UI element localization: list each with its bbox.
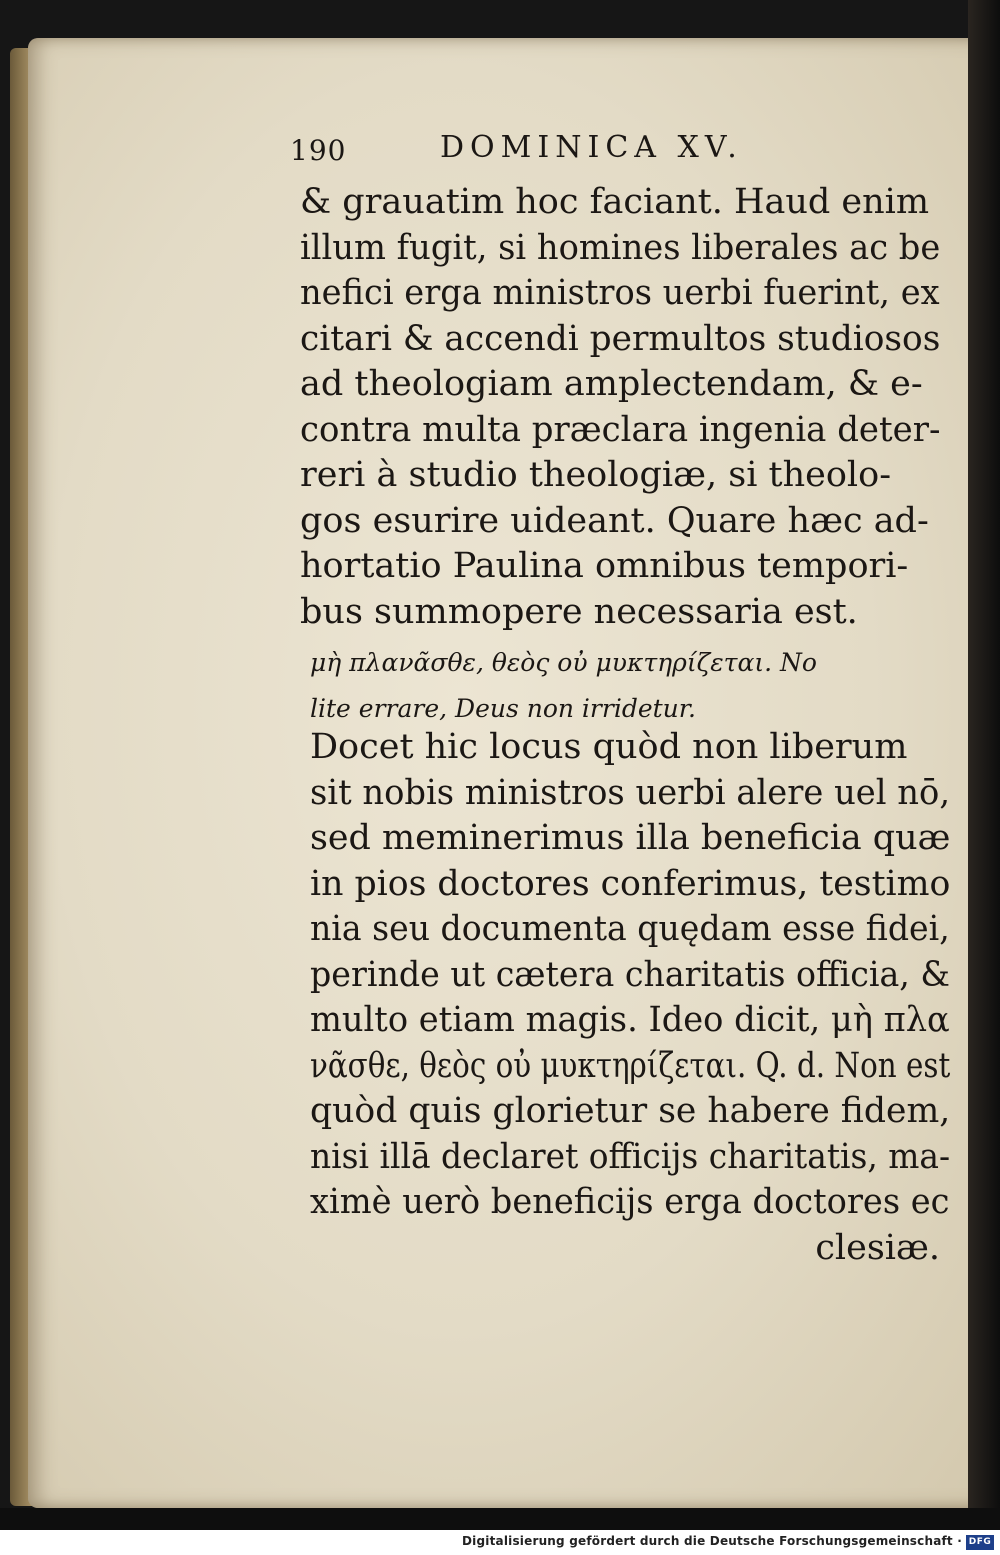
footer-bar [0,1530,1000,1555]
paragraph-2 [310,725,950,1271]
text-line: reri à studio theologiæ, si theolo- [300,455,892,495]
text-line: citari & accendi permultos studiosos [300,318,941,359]
text-line: perinde ut cætera charitatis officia, & [310,954,950,995]
text-line: quòd quis glorietur se habere fidem, [310,1091,951,1131]
text-line: ximè uerò beneficijs erga doctores ec [310,1182,950,1222]
running-title: DOMINICA XV. [440,130,743,165]
page-number: 190 [290,134,347,167]
quote-line: μὴ πλανᾶσθε, θεὸς οὐ μυκτηρίζεται. No [310,648,817,677]
text-line: nefici erga ministros uerbi fuerint, ex [300,273,940,313]
scan-border [0,1508,1000,1530]
text-line: bus summopere necessaria est. [300,591,858,632]
text-line: contra multa præclara ingenia deter- [300,409,941,450]
text-line: sit nobis ministros uerbi alere uel nō, [310,772,951,813]
text-line: illum fugit, si homines liberales ac be [300,227,941,268]
text-line: ad theologiam amplectendam, & e- [300,364,923,404]
text-line: in pios doctores conferimus, testimo [310,863,951,904]
quote-line: lite errare, Deus non irridetur. [310,694,696,723]
running-header [290,128,810,170]
text-line: multo etiam magis. Ideo dicit, μὴ πλα [310,1000,950,1040]
text-line: nisi illā declaret officijs charitatis, ma- [310,1136,951,1177]
greek-quotation [310,640,950,732]
text-line: & grauatim hoc faciant. Haud enim [300,182,930,222]
text-line: sed meminerimus illa beneficia quæ [310,818,951,858]
text-line: gos esurire uideant. Quare hæc ad- [300,500,929,541]
paragraph-1 [300,180,940,635]
text-line: Docet hic locus quòd non liberum [310,727,908,767]
page-gutter [968,0,1000,1555]
text-line: clesiæ. [815,1227,940,1268]
text-line: νᾶσθε, θεὸς οὐ μυκτηρίζεται. Q. d. Non est [310,1045,951,1086]
text-line: hortatio Paulina omnibus tempori- [300,546,909,586]
funding-credit: Digitalisierung gefördert durch die Deutsche Forschungsgemeinschaft · [462,1534,962,1548]
text-line: nia seu documenta quędam esse fidei, [310,909,950,949]
dfg-logo-icon: DFG [966,1535,994,1550]
